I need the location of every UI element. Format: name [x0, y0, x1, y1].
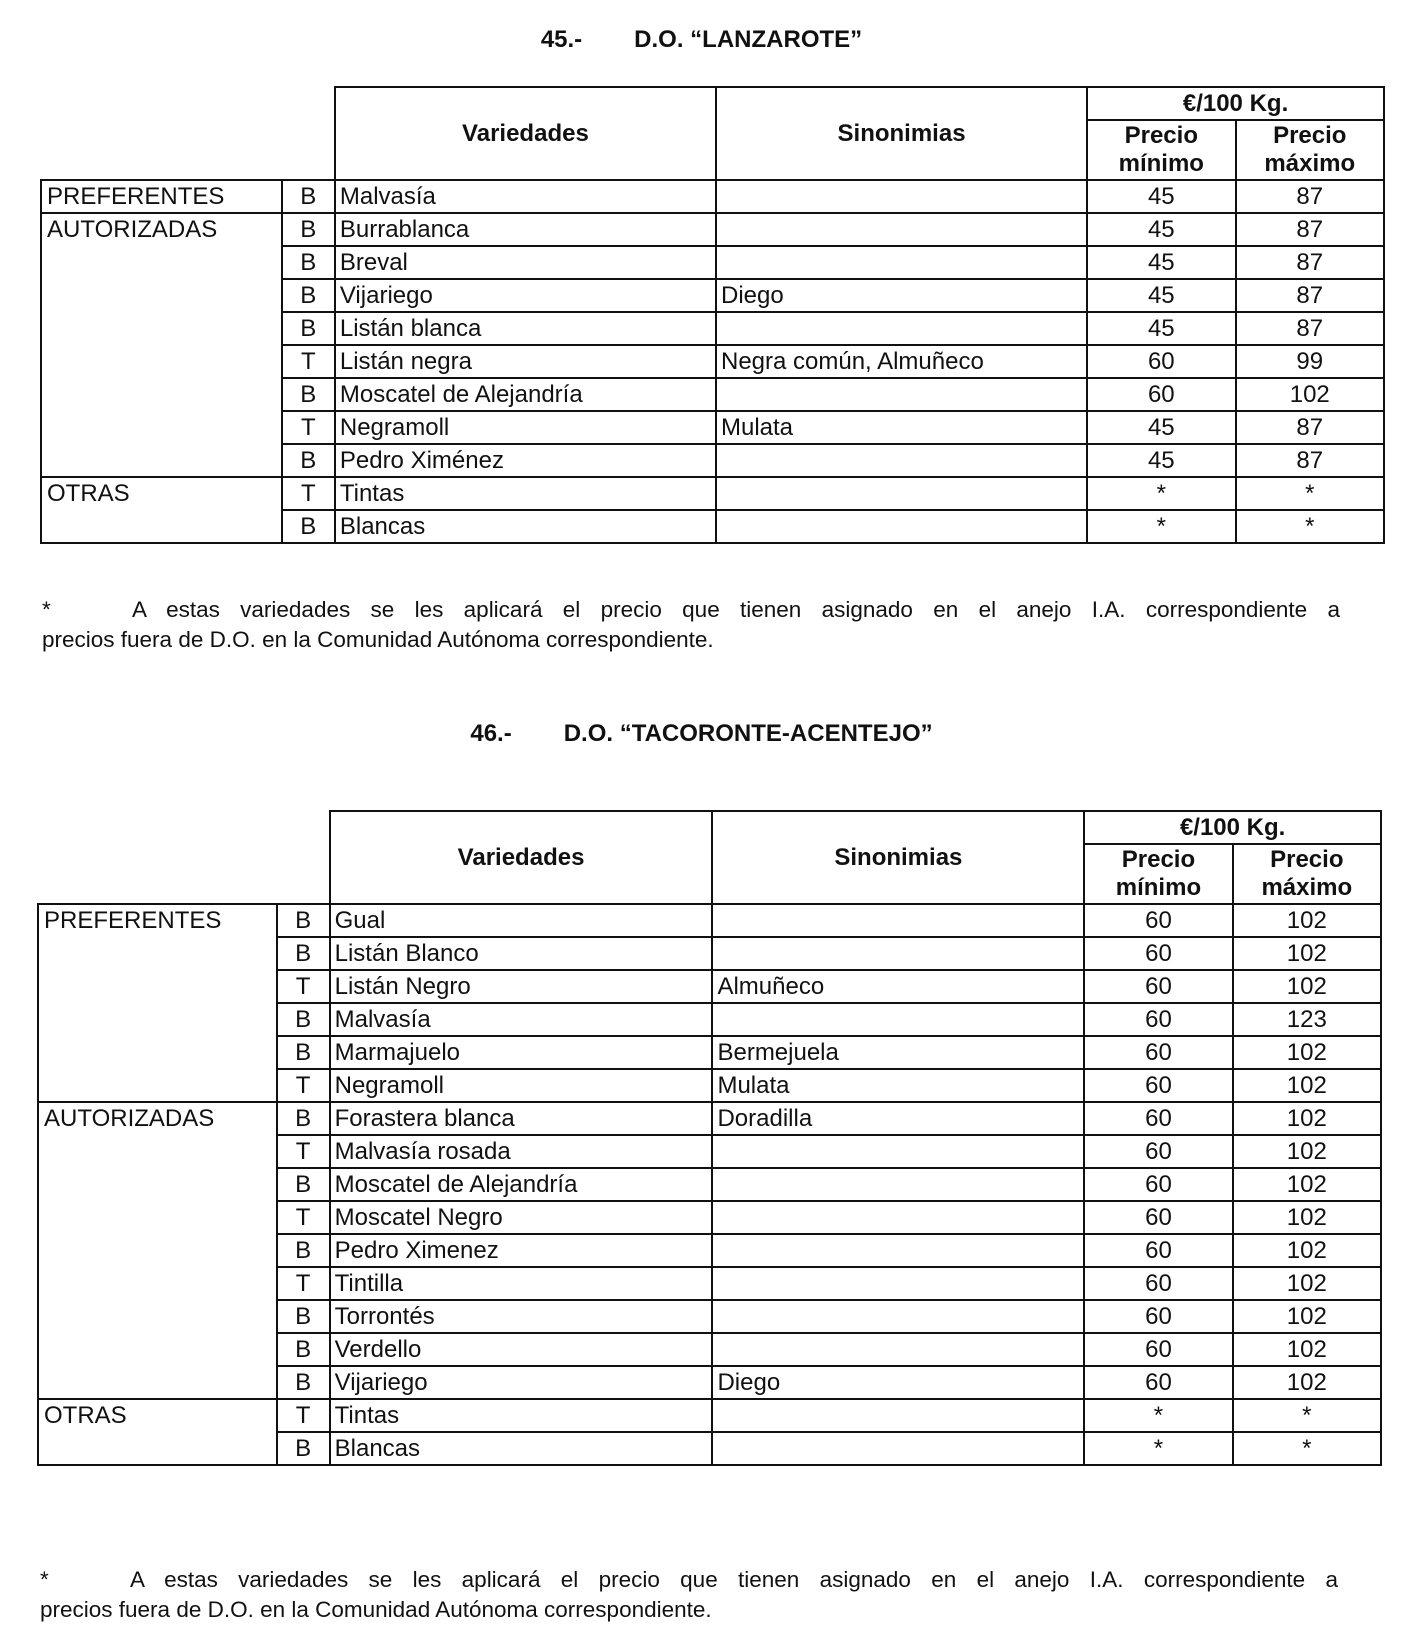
table-row: B Blancas * * — [38, 1432, 1381, 1465]
table-row: T Moscatel Negro 60 102 — [38, 1201, 1381, 1234]
table-row: B Vijariego Diego 45 87 — [41, 279, 1384, 312]
header-max-price: Precio máximo — [1236, 120, 1384, 180]
header-varieties: Variedades — [335, 87, 716, 180]
section-46-name: D.O. “TACORONTE-ACENTEJO” — [563, 720, 933, 747]
category-preferentes: PREFERENTES — [41, 180, 282, 213]
category-preferentes: PREFERENTES — [38, 904, 277, 1102]
table-row: B Torrontés 60 102 — [38, 1300, 1381, 1333]
header-synonyms: Sinonimias — [716, 87, 1087, 180]
footnote-text-line1: A estas variedades se les aplicará el precio que tienen asignado en el anejo I.A. correspondiente a — [130, 1567, 1338, 1592]
header-price-group: €/100 Kg. — [1084, 811, 1381, 844]
table-row: OTRAS T Tintas * * — [38, 1399, 1381, 1432]
section-45-title — [0, 26, 1403, 54]
table-lanzarote — [40, 86, 1385, 544]
table-row: B Breval 45 87 — [41, 246, 1384, 279]
table-row: B Listán Blanco 60 102 — [38, 937, 1381, 970]
table-row: B Blancas * * — [41, 510, 1384, 543]
table-row: AUTORIZADAS B Burrablanca 45 87 — [41, 213, 1384, 246]
header-price-group: €/100 Kg. — [1087, 87, 1384, 120]
footnote-text-line2: precios fuera de D.O. en la Comunidad Autónoma correspondiente. — [42, 627, 714, 652]
footnote-text-line2: precios fuera de D.O. en la Comunidad Autónoma correspondiente. — [40, 1597, 712, 1622]
footnote-text-line1: A estas variedades se les aplicará el precio que tienen asignado en el anejo I.A. correspondiente a — [132, 597, 1340, 622]
header-min-price: Precio mínimo — [1087, 120, 1235, 180]
table-row: B Moscatel de Alejandría 60 102 — [38, 1168, 1381, 1201]
header-max-price: Precio máximo — [1233, 844, 1381, 904]
table-row: T Malvasía rosada 60 102 — [38, 1135, 1381, 1168]
category-autorizadas: AUTORIZADAS — [41, 213, 282, 477]
section-45-name: D.O. “LANZAROTE” — [634, 26, 863, 53]
table-row: B Vijariego Diego 60 102 — [38, 1366, 1381, 1399]
table-row: OTRAS T Tintas * * — [41, 477, 1384, 510]
header-synonyms: Sinonimias — [712, 811, 1084, 904]
table-row: PREFERENTES B Gual 60 102 — [38, 904, 1381, 937]
section-45-number: 45.- — [540, 26, 583, 53]
table-row: T Tintilla 60 102 — [38, 1267, 1381, 1300]
footnote-asterisk: * — [42, 597, 51, 622]
table-row: B Pedro Ximenez 60 102 — [38, 1234, 1381, 1267]
table-row: B Moscatel de Alejandría 60 102 — [41, 378, 1384, 411]
category-autorizadas: AUTORIZADAS — [38, 1102, 277, 1399]
table-row: T Listán negra Negra común, Almuñeco 60 99 — [41, 345, 1384, 378]
footnote-asterisk: * — [40, 1567, 49, 1592]
table-row: T Negramoll Mulata 60 102 — [38, 1069, 1381, 1102]
table-row: T Negramoll Mulata 45 87 — [41, 411, 1384, 444]
footnote-45 — [42, 595, 1340, 655]
category-otras: OTRAS — [38, 1399, 277, 1465]
table-row: AUTORIZADAS B Forastera blanca Doradilla 60 102 — [38, 1102, 1381, 1135]
table-row: B Marmajuelo Bermejuela 60 102 — [38, 1036, 1381, 1069]
section-46-number: 46.- — [470, 720, 512, 747]
header-min-price: Precio mínimo — [1084, 844, 1232, 904]
table-row: B Listán blanca 45 87 — [41, 312, 1384, 345]
table-row: PREFERENTES B Malvasía 45 87 — [41, 180, 1384, 213]
table-row: B Malvasía 60 123 — [38, 1003, 1381, 1036]
table-row: B Pedro Ximénez 45 87 — [41, 444, 1384, 477]
footnote-46 — [40, 1565, 1338, 1625]
table-tacoronte-acentejo — [37, 810, 1382, 1466]
section-46-title — [0, 720, 1403, 748]
table-row: B Verdello 60 102 — [38, 1333, 1381, 1366]
table-row: T Listán Negro Almuñeco 60 102 — [38, 970, 1381, 1003]
category-otras: OTRAS — [41, 477, 282, 543]
header-varieties: Variedades — [330, 811, 713, 904]
